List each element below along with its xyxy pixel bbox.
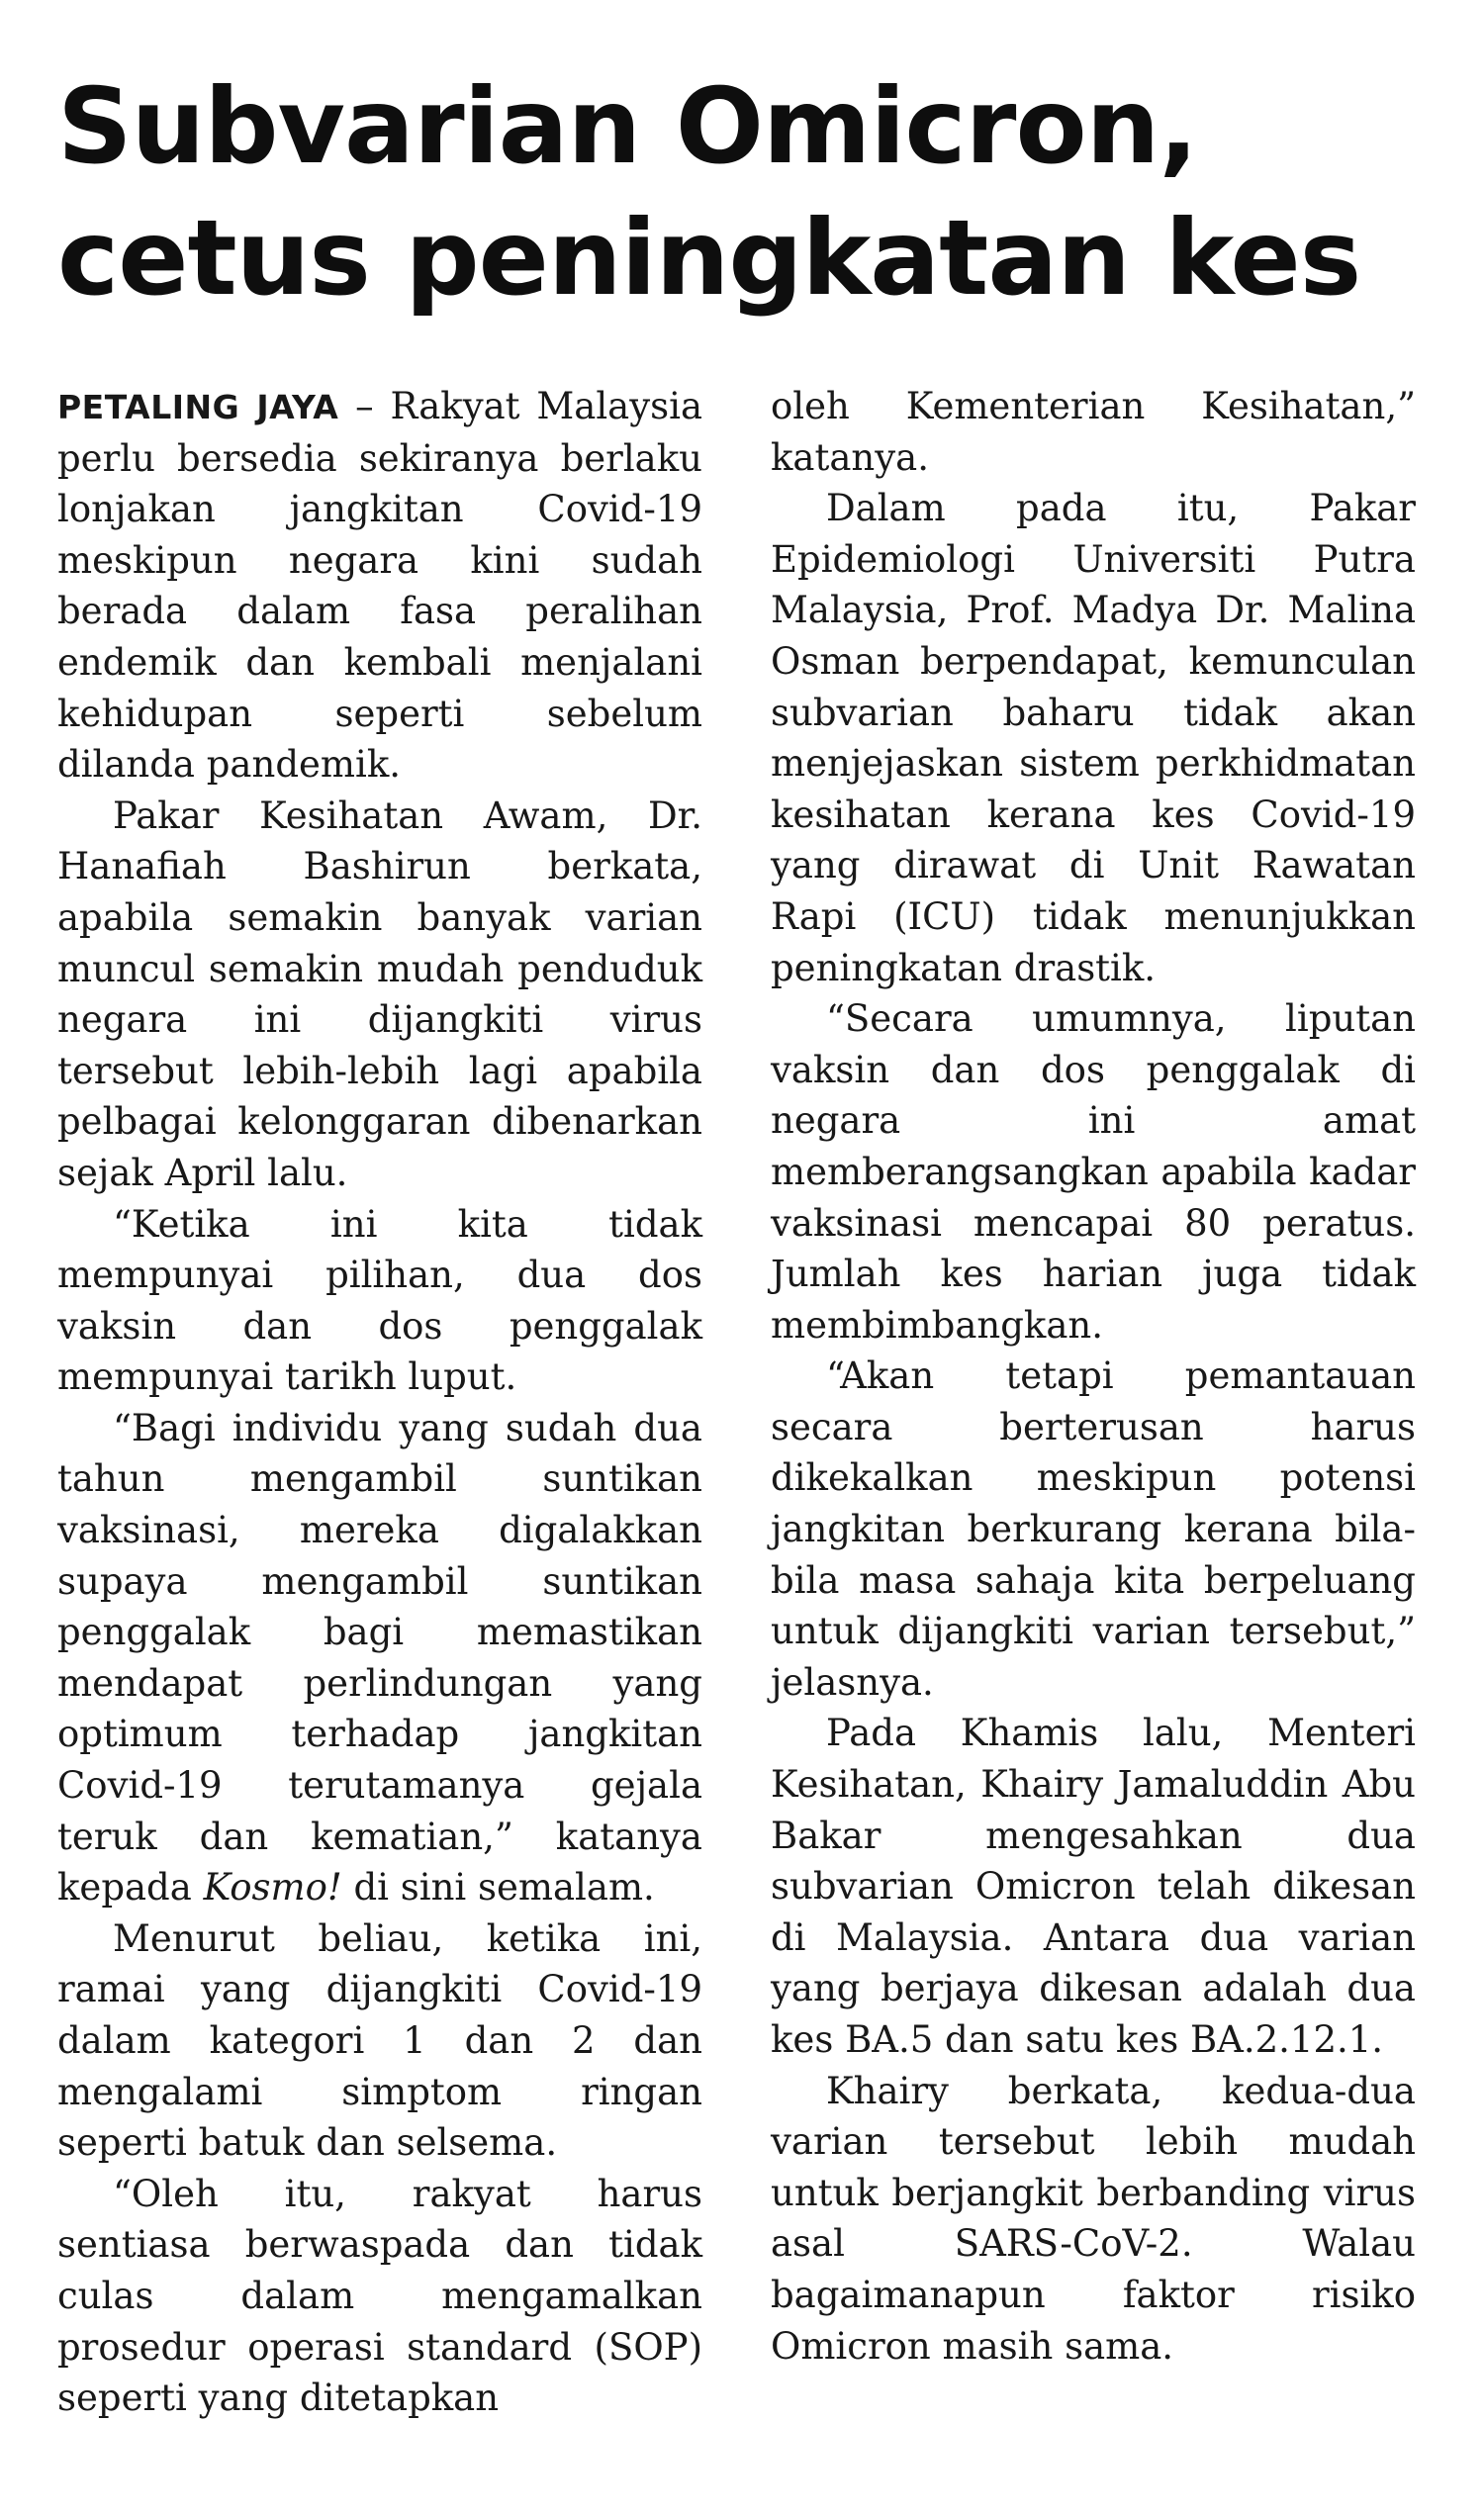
paragraph: Dalam pada itu, Pakar Epidemiologi Universiti Putra Malaysia, Prof. Madya Dr. Malina Osman berpendapat, kemunculan subvarian baharu tidak akan menjejaskan sistem perkhidmatan kesihatan kerana kes Covid-19 yang dirawat di Unit Rawatan Rapi (ICU) tidak menunjukkan peningkatan drastik. — [771, 487, 1416, 989]
paragraph: “Secara umumnya, liputan vaksin dan dos penggalak di negara ini amat memberangsangkan apabila kadar vaksinasi mencapai 80 peratus. Jumlah kes harian juga tidak membimbangkan. — [771, 997, 1416, 1347]
paragraph-lead-text: – Rakyat Malaysia perlu bersedia sekiranya berlaku lonjakan jangkitan Covid-19 meskipun negara kini sudah berada dalam fasa peralihan endemik dan kembali menjalani kehidupan seperti sebelum dilanda pandemik. — [57, 385, 703, 787]
headline-line-1: Subvarian Omicron, — [57, 66, 1198, 187]
paragraph — [57, 1403, 702, 1913]
paragraph: Pakar Kesihatan Awam, Dr. Hanafiah Bashirun berkata, apabila semakin banyak varian muncul semakin mudah penduduk negara ini dijangkiti virus tersebut lebih-lebih lagi apabila pelbagai kelonggaran dibenarkan sejak April lalu. — [57, 793, 702, 1194]
headline — [57, 61, 1442, 325]
paragraph: “Oleh itu, rakyat harus sentiasa berwaspada dan tidak culas dalam mengamalkan prosedur operasi standard (SOP) seperti yang ditetapkan — [57, 2172, 702, 2420]
right-column — [771, 381, 1416, 2372]
paragraph-text: “Bagi individu yang sudah dua tahun mengambil suntikan vaksinasi, mereka digalakkan supaya mengambil suntikan penggalak bagi memastikan mendapat perlindungan yang optimum terhadap jangkitan Covid-19 terutamanya gejala teruk dan kematian,” katanya kepada — [57, 1406, 702, 1910]
paragraph: Khairy berkata, kedua-dua varian tersebut lebih mudah untuk berjangkit berbanding virus asal SARS-CoV-2. Walau bagaimanapun faktor risiko Omicron masih sama. — [771, 2069, 1416, 2368]
paragraph-text: di sini semalam. — [353, 1866, 655, 1910]
paragraph: “Akan tetapi pemantauan secara berterusan harus dikekalkan meskipun potensi jangkitan berkurang kerana bila-bila masa sahaja kita berpeluang untuk dijangkiti varian tersebut,” jelasnya. — [771, 1354, 1416, 1704]
publication-name: Kosmo! — [203, 1866, 342, 1910]
paragraph: “Ketika ini kita tidak mempunyai pilihan, dua dos vaksin dan dos penggalak mempunyai tarikh luput. — [57, 1202, 702, 1399]
paragraph-continued: oleh Kementerian Kesihatan,” katanya. — [771, 385, 1416, 479]
paragraph: Menurut beliau, ketika ini, ramai yang dijangkiti Covid-19 dalam kategori 1 dan 2 dan mengalami simptom ringan seperti batuk dan selsema. — [57, 1916, 702, 2165]
paragraph: Pada Khamis lalu, Menteri Kesihatan, Khairy Jamaluddin Abu Bakar mengesahkan dua subvarian Omicron telah dikesan di Malaysia. Antara dua varian yang berjaya dikesan adalah dua kes BA.5 dan satu kes BA.2.12.1. — [771, 1712, 1416, 2061]
dateline: PETALING JAYA — [57, 388, 339, 426]
left-column — [57, 381, 702, 2424]
paragraph-lead — [57, 381, 702, 791]
headline-line-2: cetus peningkatan kes — [57, 198, 1361, 319]
